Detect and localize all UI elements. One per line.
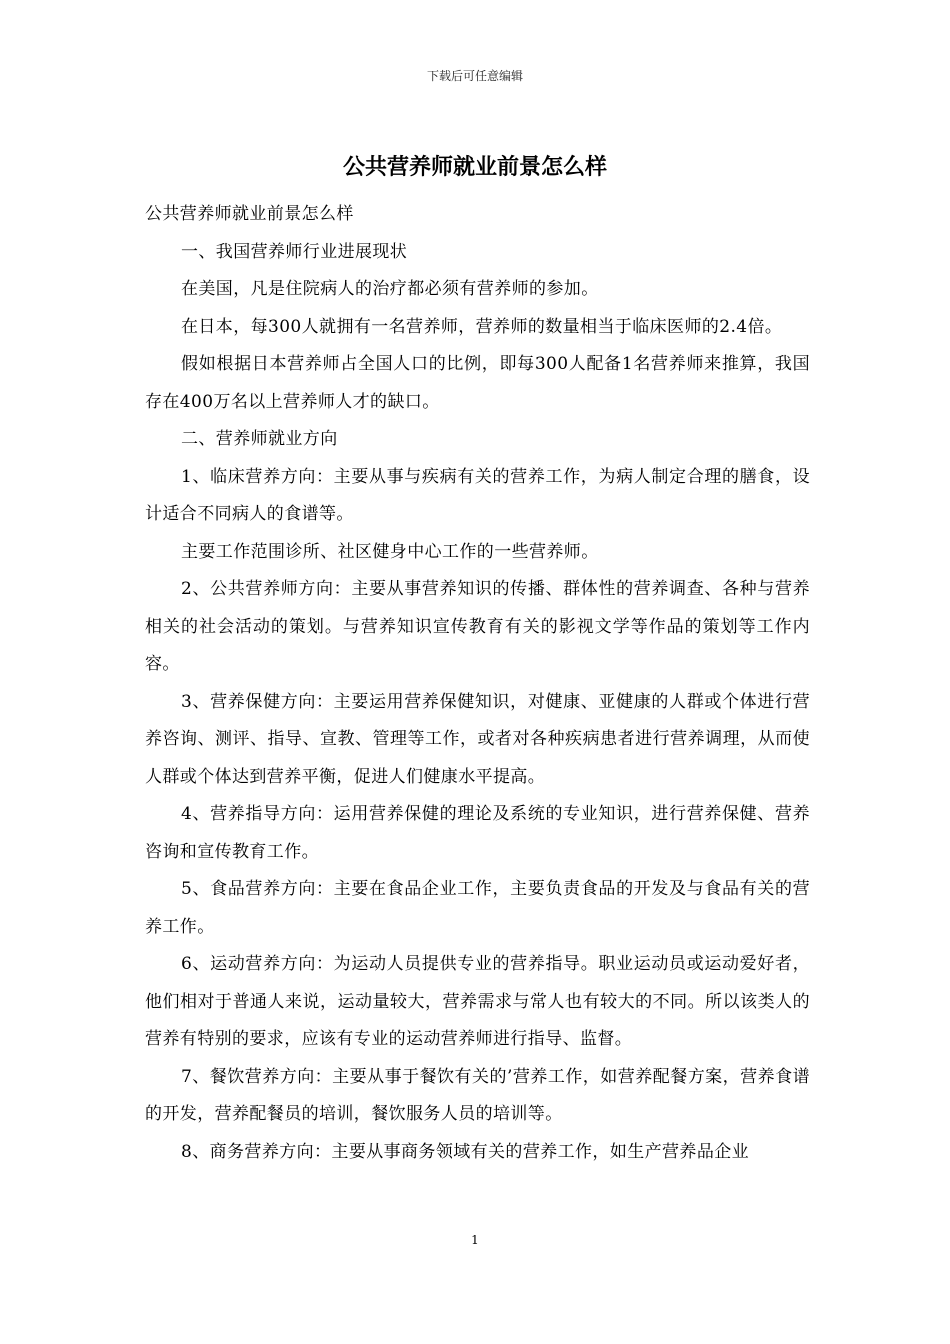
paragraph: 1、临床营养方向：主要从事与疾病有关的营养工作，为病人制定合理的膳食，设计适合不同病人的食谱等。 — [145, 466, 810, 524]
document-title: 公共营养师就业前景怎么样 — [342, 155, 607, 180]
paragraph: 6、运动营养方向：为运动人员提供专业的营养指导。职业运动员或运动爱好者，他们相对于普通人来说，运动量较大，营养需求与常人也有较大的不同。所以该类人的营养有特别的要求，应该有专业的运动营养师进行指导、监督。 — [145, 954, 810, 1049]
paragraph: 公共营养师就业前景怎么样 — [145, 204, 354, 224]
paragraph: 二、营养师就业方向 — [181, 429, 338, 449]
paragraph: 2、公共营养师方向：主要从事营养知识的传播、群体性的营养调查、各种与营养相关的社会活动的策划。与营养知识宣传教育有关的影视文学等作品的策划等工作内容。 — [145, 579, 810, 674]
paragraph: 假如根据日本营养师占全国人口的比例，即每300人配备1名营养师来推算，我国存在400万名以上营养师人才的缺口。 — [145, 354, 810, 412]
paragraph: 一、我国营养师行业进展现状 — [181, 241, 408, 262]
page-header: 下载后可任意编辑 — [426, 69, 523, 83]
document-body — [145, 196, 810, 1171]
paragraph: 4、营养指导方向：运用营养保健的理论及系统的专业知识，进行营养保健、营养咨询和宣传教育工作。 — [145, 804, 810, 862]
paragraph: 在美国，凡是住院病人的治疗都必须有营养师的参加。 — [181, 279, 599, 299]
paragraph: 在日本，每300人就拥有一名营养师，营养师的数量相当于临床医师的2.4倍。 — [181, 316, 783, 337]
paragraph: 8、商务营养方向：主要从事商务领域有关的营养工作，如生产营养品企业 — [181, 1141, 750, 1162]
paragraph: 3、营养保健方向：主要运用营养保健知识，对健康、亚健康的人群或个体进行营养咨询、测评、指导、宣教、管理等工作，或者对各种疾病患者进行营养调理，从而使人群或个体达到营养平衡，促进人们健康水平提高。 — [145, 691, 810, 787]
paragraph: 7、餐饮营养方向：主要从事于餐饮有关的’营养工作，如营养配餐方案，营养食谱的开发，营养配餐员的培训，餐饮服务人员的培训等。 — [145, 1066, 810, 1124]
page-number: 1 — [471, 1233, 479, 1247]
paragraph: 主要工作范围诊所、社区健身中心工作的一些营养师。 — [181, 541, 599, 562]
paragraph: 5、食品营养方向：主要在食品企业工作，主要负责食品的开发及与食品有关的营养工作。 — [145, 879, 810, 937]
